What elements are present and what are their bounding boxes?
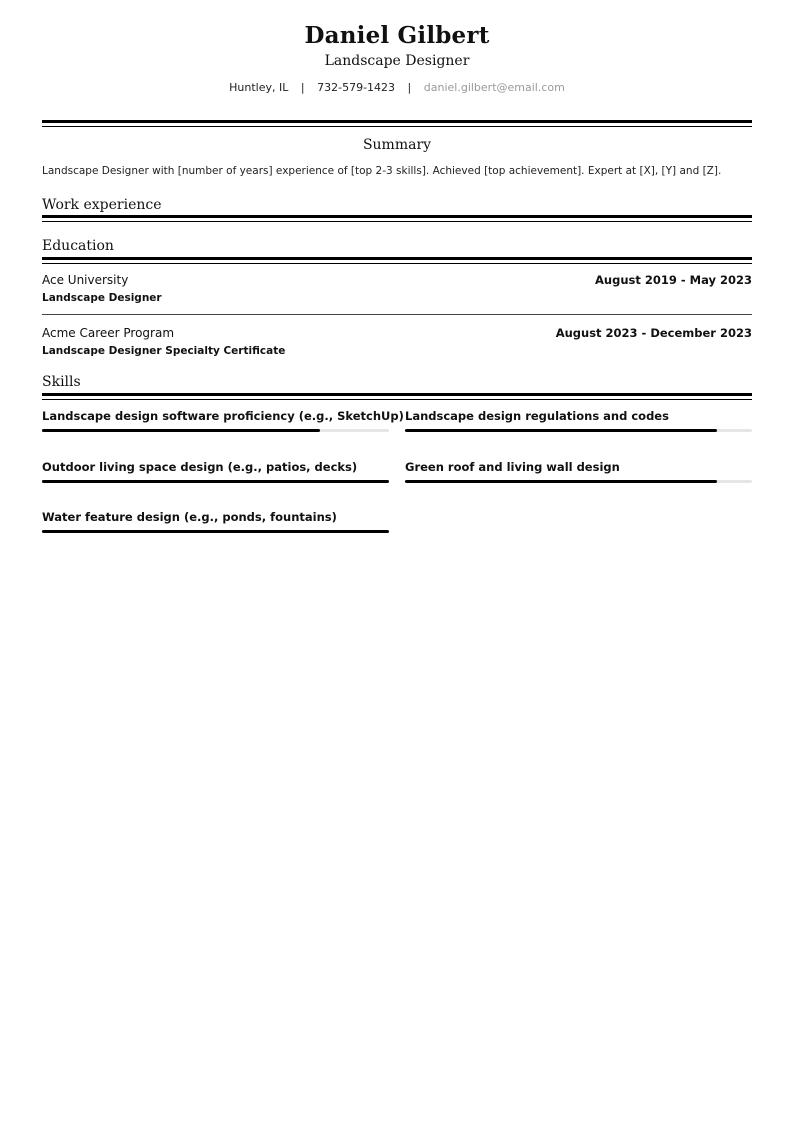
- work-experience-heading: Work experience: [42, 197, 162, 213]
- skill-level-bar: [42, 429, 389, 432]
- skill-label: Landscape design regulations and codes: [405, 409, 669, 423]
- skill-item: [405, 409, 752, 423]
- education-dates: August 2019 - May 2023: [595, 273, 752, 287]
- skill-item: [42, 460, 389, 474]
- skill-label: Landscape design software proficiency (e.g., SketchUp): [42, 409, 404, 423]
- education-degree: Landscape Designer Specialty Certificate: [42, 345, 286, 357]
- education-dates: August 2023 - December 2023: [555, 326, 752, 340]
- skill-level-bar: [405, 480, 752, 483]
- skill-item: [42, 510, 389, 524]
- skills-divider: [42, 393, 752, 400]
- skill-level-fill: [405, 480, 717, 483]
- education-school: Acme Career Program: [42, 326, 175, 340]
- skill-level-bar: [42, 530, 389, 533]
- contact-separator: |: [300, 81, 305, 94]
- education-school: Ace University: [42, 273, 129, 287]
- skill-label: Water feature design (e.g., ponds, fountains): [42, 510, 337, 524]
- skill-label: Outdoor living space design (e.g., patios, decks): [42, 460, 358, 474]
- phone-text: 732-579-1423: [317, 81, 396, 94]
- header-divider: [42, 120, 752, 127]
- education-degree: Landscape Designer: [42, 292, 162, 304]
- education-divider: [42, 257, 752, 264]
- contact-line: [42, 81, 752, 94]
- contact-separator: |: [407, 81, 412, 94]
- location-text: Huntley, IL: [229, 81, 289, 94]
- skills-heading: Skills: [42, 374, 81, 390]
- work-experience-divider: [42, 215, 752, 222]
- education-heading: Education: [42, 238, 114, 254]
- skill-item: [42, 409, 404, 423]
- skill-level-fill: [405, 429, 717, 432]
- email-link[interactable]: daniel.gilbert@email.com: [423, 81, 565, 94]
- skill-level-bar: [405, 429, 752, 432]
- skill-level-fill: [42, 429, 320, 432]
- skill-level-fill: [42, 530, 389, 533]
- summary-text: Landscape Designer with [number of years] experience of [top 2-3 skills]. Achieved [top achievement]. Expert at [X], [Y] and [Z].: [42, 165, 722, 177]
- skill-item: [405, 460, 752, 474]
- skill-label: Green roof and living wall design: [405, 460, 620, 474]
- skill-level-bar: [42, 480, 389, 483]
- summary-heading: Summary: [362, 137, 432, 153]
- candidate-headline: Landscape Designer: [324, 53, 470, 69]
- candidate-name: Daniel Gilbert: [304, 22, 490, 49]
- education-entry-divider: [42, 314, 752, 315]
- skill-level-fill: [42, 480, 389, 483]
